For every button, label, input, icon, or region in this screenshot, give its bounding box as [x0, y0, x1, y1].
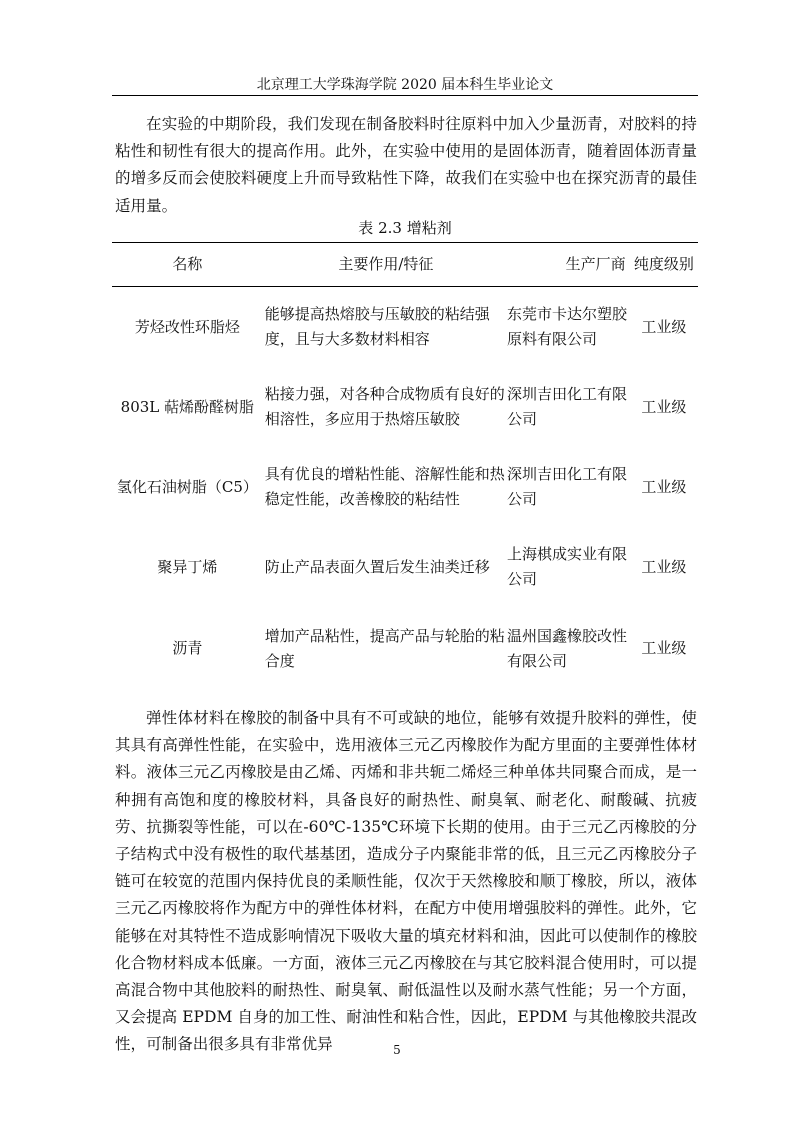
table-row — [112, 527, 698, 607]
column-header-function: 主要作用/特征 — [338, 255, 434, 273]
cell-function: 防止产品表面久置后发生油类迁移 — [264, 557, 490, 576]
cell-name: 氢化石油树脂（C5） — [116, 477, 258, 496]
cell-purity: 工业级 — [641, 477, 687, 496]
table-row — [112, 447, 698, 527]
column-header-maker: 生产厂商 — [565, 255, 626, 273]
cell-name: 芳烃改性环脂烃 — [134, 317, 240, 336]
running-header: 北京理工大学珠海学院 2020 届本科生毕业论文 — [256, 77, 554, 93]
cell-maker: 上海棋成实业有限公司 — [507, 545, 628, 588]
tackifier-table — [112, 242, 698, 690]
column-header-purity: 纯度级别 — [633, 255, 694, 273]
cell-function: 具有优良的增粘性能、溶解性能和热稳定性能，改善橡胶的粘结性 — [264, 465, 505, 508]
cell-maker: 温州国鑫橡胶改性有限公司 — [507, 626, 628, 670]
cell-name: 沥青 — [172, 639, 203, 657]
body-paragraph-1: 在实验的中期阶段，我们发现在制备胶料时往原料中加入少量沥青，对胶料的持粘性和韧性有很大的提高作用。此外，在实验中使用的是固体沥青，随着固体沥青量的增多反而会使胶料硬度上升而导致粘性下降，故我们在实验中也在探究沥青的最佳适用量。 — [115, 115, 697, 215]
table-row — [112, 287, 698, 368]
cell-name: 聚异丁烯 — [157, 557, 218, 576]
cell-maker: 深圳吉田化工有限公司 — [507, 465, 628, 508]
cell-purity: 工业级 — [641, 639, 687, 657]
table-caption: 表 2.3 增粘剂 — [358, 219, 452, 237]
cell-purity: 工业级 — [641, 317, 687, 336]
table-row — [112, 367, 698, 447]
body-paragraph-2: 弹性体材料在橡胶的制备中具有不可或缺的地位，能够有效提升胶料的弹性，使其具有高弹性性能，在实验中，选用液体三元乙丙橡胶作为配方里面的主要弹性体材料。液体三元乙丙橡胶是由乙烯、丙烯和非共轭二烯烃三种单体共同聚合而成，是一种拥有高饱和度的橡胶材料，具备良好的耐热性、耐臭氧、耐老化、耐酸碱、抗疲劳、抗撕裂等性能，可以在-60℃-135℃环境下长期的使用。由于三元乙丙橡胶的分子结构式中没有极性的取代基基团，造成分子内聚能非常的低，且三元乙丙橡胶分子链可在较宽的范围内保持优良的柔顺性能，仅次于天然橡胶和顺丁橡胶，所以，液体三元乙丙橡胶将作为配方中的弹性体材料，在配方中使用增强胶料的弹性。此外，它能够在对其特性不造成影响情况下吸收大量的填充材料和油，因此可以使制作的橡胶化合物材料成本低廉。一方面，液体三元乙丙橡胶在与其它胶料混合使用时，可以提高混合物中其他胶料的耐热性、耐臭氧、耐低温性以及耐水蒸气性能；另一个方面，又会提高 EPDM 自身的加工性、耐油性和粘合性，因此，EPDM 与其他橡胶共混改性，可制备出很多具有非常优异 — [115, 709, 697, 1054]
cell-maker: 深圳吉田化工有限公司 — [507, 385, 628, 428]
cell-function: 增加产品粘性，提高产品与轮胎的粘合度 — [264, 626, 505, 670]
cell-function: 粘接力强，对各种合成物质有良好的相溶性，多应用于热熔压敏胶 — [264, 385, 505, 428]
cell-maker: 东莞市卡达尔塑胶原料有限公司 — [507, 305, 628, 348]
cell-purity: 工业级 — [641, 557, 687, 576]
column-header-name: 名称 — [172, 255, 203, 273]
header-rule — [112, 95, 698, 96]
table-header-row — [112, 243, 698, 287]
table-row — [112, 607, 698, 690]
cell-function: 能够提高热熔胶与压敏胶的粘结强度，且与大多数材料相容 — [264, 305, 490, 348]
page-number: 5 — [393, 1043, 401, 1057]
cell-purity: 工业级 — [641, 397, 687, 416]
cell-name: 803L 萜烯酚醛树脂 — [120, 397, 255, 416]
